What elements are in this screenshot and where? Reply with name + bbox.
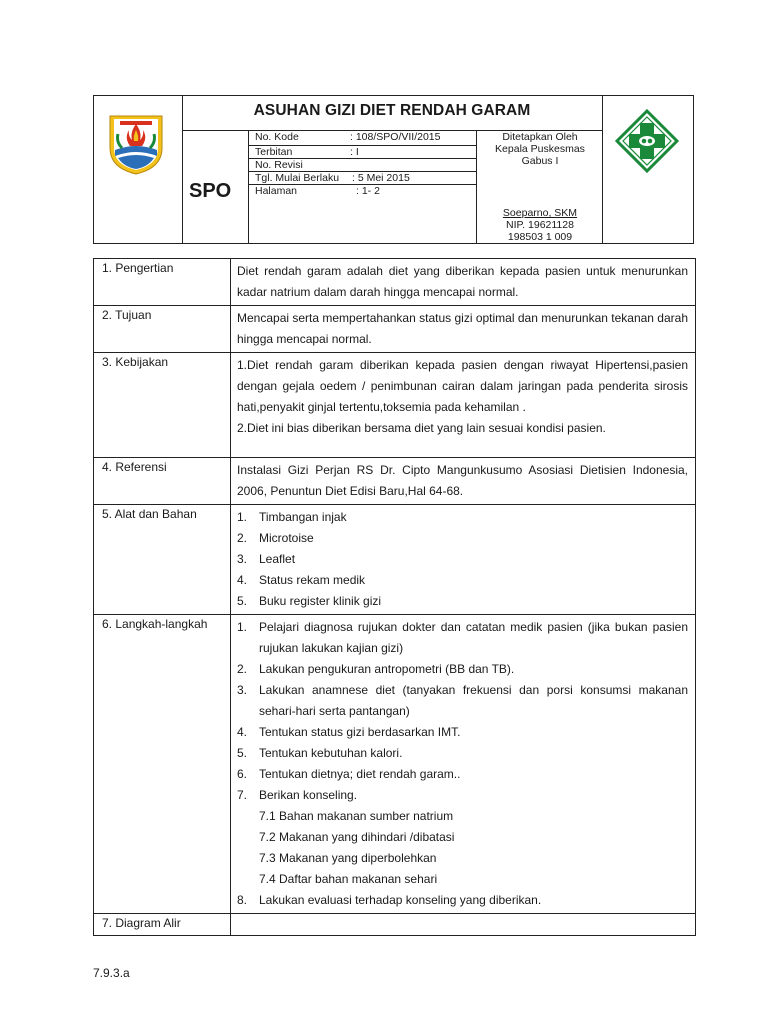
row-label: 4. Referensi bbox=[94, 458, 231, 505]
approver-name bbox=[477, 207, 603, 219]
row-content: Instalasi Gizi Perjan RS Dr. Cipto Mangunkusumo Asosiasi Dietisien Indonesia, 2006, Penuntun Diet Edisi Baru,Hal 64-68. bbox=[231, 458, 696, 505]
regency-logo bbox=[104, 110, 168, 176]
row-label: 6. Langkah-langkah bbox=[94, 615, 231, 914]
list-item: 5. Buku register klinik gizi bbox=[237, 594, 382, 608]
puskesmas-logo bbox=[615, 109, 679, 173]
row-content: Mencapai serta mempertahankan status gizi optimal dan menurunkan tekanan darah hingga mencapai normal. bbox=[231, 306, 696, 353]
meta-key: Tgl. Mulai Berlaku bbox=[255, 172, 340, 184]
approval-line: Ditetapkan Oleh bbox=[502, 131, 578, 143]
meta-value: : 1- 2 bbox=[356, 185, 380, 197]
sub-list-item: 7.1 Bahan makanan sumber natrium bbox=[259, 809, 454, 823]
table-row bbox=[94, 306, 696, 353]
list-item: 8. Lakukan evaluasi terhadap konseling yang diberikan. bbox=[237, 893, 542, 907]
list-item: 3. Lakukan anamnese diet (tanyakan frekuensi dan porsi konsumsi makanan sehari-hari serta pantangan) bbox=[237, 683, 688, 718]
table-row bbox=[94, 353, 696, 458]
counseling-subitems bbox=[237, 806, 688, 890]
approval-line: Gabus I bbox=[521, 155, 559, 167]
list-item: 2. Lakukan pengukuran antropometri (BB dan TB). bbox=[237, 662, 515, 676]
table-row bbox=[94, 259, 696, 306]
header-divider bbox=[248, 130, 249, 243]
spo-header bbox=[93, 95, 694, 244]
list-item: 1. Timbangan injak bbox=[237, 510, 347, 524]
row-label: 1. Pengertian bbox=[94, 259, 231, 306]
row-content bbox=[231, 505, 696, 615]
approval-line: Kepala Puskesmas bbox=[495, 143, 585, 155]
list-item: 5. Tentukan kebutuhan kalori. bbox=[237, 746, 403, 760]
document-title: ASUHAN GIZI DIET RENDAH GARAM bbox=[253, 102, 531, 119]
policy-item: 2.Diet ini bias diberikan bersama diet yang lain sesuai kondisi pasien. bbox=[237, 421, 606, 435]
sub-list-item: 7.4 Daftar bahan makanan sehari bbox=[259, 872, 438, 886]
row-content bbox=[231, 353, 696, 458]
row-label: 7. Diagram Alir bbox=[94, 914, 231, 936]
list-item: 6. Tentukan dietnya; diet rendah garam.. bbox=[237, 767, 461, 781]
list-item: 2. Microtoise bbox=[237, 531, 314, 545]
row-label: 5. Alat dan Bahan bbox=[94, 505, 231, 615]
steps-list-end bbox=[237, 890, 688, 911]
list-item: 1. Pelajari diagnosa rujukan dokter dan catatan medik pasien (jika bukan pasien rujukan lakukan kajian gizi) bbox=[237, 620, 688, 655]
row-content bbox=[231, 615, 696, 914]
policy-item: 1.Diet rendah garam diberikan kepada pasien dengan riwayat Hipertensi,pasien dengan gejala oedem / penimbunan cairan dalam jaringan pada penderita sirosis hati,penyakit ginjal tertentu,toksemia pada kehamilan . bbox=[237, 358, 688, 414]
table-row bbox=[94, 458, 696, 505]
meta-value: : I bbox=[350, 146, 359, 158]
meta-key: No. Kode bbox=[255, 131, 299, 143]
spo-label: SPO bbox=[189, 180, 232, 202]
list-item: 4. Status rekam medik bbox=[237, 573, 366, 587]
document-code: 7.9.3.a bbox=[93, 966, 130, 980]
meta-key: Terbitan bbox=[255, 146, 293, 158]
list-item: 7. Berikan konseling. bbox=[237, 788, 358, 802]
table-row bbox=[94, 615, 696, 914]
sub-list-item: 7.2 Makanan yang dihindari /dibatasi bbox=[259, 830, 455, 844]
table-row bbox=[94, 505, 696, 615]
tools-list bbox=[237, 507, 688, 612]
row-content bbox=[231, 914, 696, 936]
row-content: Diet rendah garam adalah diet yang diberikan kepada pasien untuk menurunkan kadar natrium dalam darah hingga mencapai normal. bbox=[231, 259, 696, 306]
procedure-table bbox=[93, 258, 696, 936]
meta-key: No. Revisi bbox=[255, 159, 303, 171]
approver-nip: NIP. 19621128 bbox=[506, 219, 574, 231]
list-item: 4. Tentukan status gizi berdasarkan IMT. bbox=[237, 725, 461, 739]
sub-list-item: 7.3 Makanan yang diperbolehkan bbox=[259, 851, 437, 865]
list-item: 3. Leaflet bbox=[237, 552, 296, 566]
row-label: 2. Tujuan bbox=[94, 306, 231, 353]
table-row bbox=[94, 914, 696, 936]
meta-value: : 5 Mei 2015 bbox=[352, 172, 410, 184]
row-label: 3. Kebijakan bbox=[94, 353, 231, 458]
meta-key: Halaman bbox=[255, 185, 298, 197]
approver-name-text: Soeparno, SKM bbox=[502, 207, 578, 219]
steps-list bbox=[237, 617, 688, 806]
meta-value: : 108/SPO/VII/2015 bbox=[350, 131, 441, 143]
approver-nip: 198503 1 009 bbox=[507, 231, 573, 243]
